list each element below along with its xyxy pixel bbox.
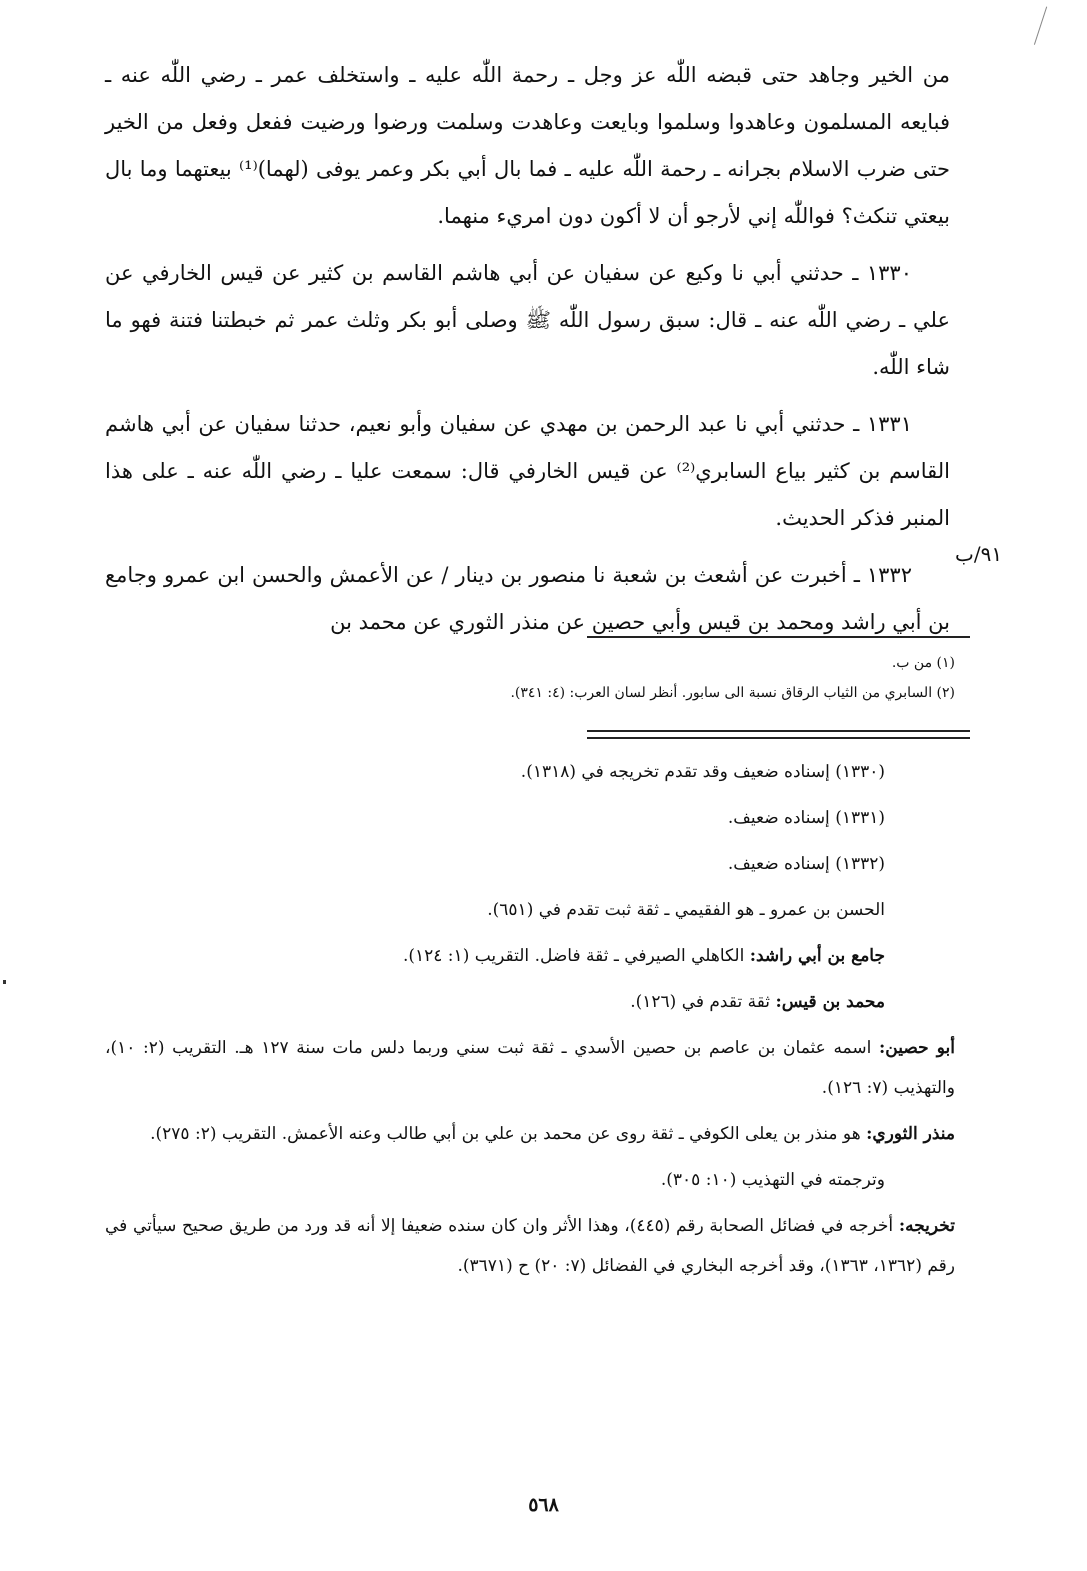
narrator-note: اسمه عثمان بن عاصم بن حصين الأسدي ـ ثقة ثبت سني وربما دلس مات سنة ١٢٧ هـ. التقريب (٢: ١٠)، والتهذيب (٧: ١٢٦). — [105, 1038, 955, 1098]
narrator-note: ثقة تقدم في (١٢٦). — [630, 992, 776, 1012]
takhrij-label: تخريجه: — [898, 1216, 955, 1236]
main-text — [105, 52, 950, 656]
narrator-note: هو منذر بن يعلى الكوفي ـ ثقة روى عن محمد بن علي بن أبي طالب وعنه الأعمش. التقريب (٢: ٢٧٥). — [150, 1124, 867, 1144]
narrator-name: جامع بن أبي راشد: — [749, 946, 885, 966]
commentary-1330: (١٣٣٠) إسناده ضعيف وقد تقدم تخريجه في (١٣١٨). — [520, 762, 885, 782]
paragraph-continuation: من الخير وجاهد حتى قبضه اللّٰه عز وجل ـ رحمة اللّٰه عليه ـ واستخلف عمر ـ رضي اللّٰه عنه ـ فبايعه المسلمون وعاهدوا وسلموا وبايعت وعاهدت وسلمت ورضوا ورضيت ففعل وفعل من الخير حتى ضرب الاسلام بجرانه ـ رحمة اللّٰه عليه ـ فما بال أبي بكر وعمر يوفى (لهما)⁽¹⁾ بيعتهما وما بال بيعتي تنكث؟ فواللّٰه إني لأرجو أن لا أكون دون امريء منهما. — [105, 63, 950, 228]
footnote-2: (٢) السابري من الثياب الرقاق نسبة الى سابور. أنظر لسان العرب: (٤: ٣٤١). — [510, 685, 955, 701]
narrator-hasan: الحسن بن عمرو ـ هو الفقيمي ـ ثقة ثبت تقدم في (٦٥١). — [487, 900, 885, 920]
biography-reference: وترجمته في التهذيب (١٠: ٣٠٥). — [660, 1170, 885, 1190]
hadith-1330: ١٣٣٠ ـ حدثني أبي نا وكيع عن سفيان عن أبي هاشم القاسم بن كثير عن قيس الخارفي عن علي ـ رضي اللّٰه عنه ـ قال: سبق رسول اللّٰه ﷺ وصلى أبو بكر وثلث عمر ثم خبطتنا فتنة فهو ما شاء اللّٰه. — [105, 261, 950, 379]
scan-speck — [3, 980, 6, 984]
footnote-1: (١) من ب. — [891, 655, 955, 671]
footnotes — [430, 648, 955, 708]
hadith-1331: ١٣٣١ ـ حدثني أبي نا عبد الرحمن بن مهدي عن سفيان وأبو نعيم، حدثنا سفيان عن أبي هاشم القاسم بن كثير بياع السابري⁽²⁾ عن قيس الخارفي قال: سمعت عليا ـ رضي اللّٰه عنه ـ على هذا المنبر فذكر الحديث. — [105, 412, 951, 530]
manuscript-folio-note: ٩١/ب — [955, 542, 1003, 566]
narrator-name: أبو حصين: — [879, 1038, 955, 1058]
takhrij-text: أخرجه في فضائل الصحابة رقم (٤٤٥)، وهذا الأثر وان كان سنده ضعيفا إلا أنه قد ورد من طريق صحيح سيأتي في رقم (١٣٦٢، ١٣٦٣)، وقد أخرجه البخاري في الفضائل (٧: ٢٠) ح (٣٦٧١). — [105, 1216, 955, 1276]
page-number: ٥٦٨ — [528, 1494, 559, 1516]
hadith-1332: ١٣٣٢ ـ أخبرت عن أشعث بن شعبة نا منصور بن دينار / عن الأعمش والحسن ابن عمرو وجامع بن أبي راشد ومحمد بن قيس وأبي حصين عن منذر الثوري عن محمد بن — [105, 563, 950, 634]
narrator-note: الكاهلي الصيرفي ـ ثقة فاضل. التقريب (١: ١٢٤). — [402, 946, 750, 966]
narrator-name: منذر الثوري: — [866, 1124, 955, 1144]
narrator-muhammad — [105, 982, 955, 1022]
narrator-name: محمد بن قيس: — [775, 992, 885, 1012]
takhrij — [105, 1206, 955, 1286]
narrator-jami — [105, 936, 955, 976]
narrator-abu-husain — [105, 1028, 955, 1108]
narrator-mundhir — [105, 1114, 955, 1154]
margin-scribble — [1034, 7, 1049, 46]
footnote-divider — [587, 636, 970, 638]
editor-commentary — [105, 752, 955, 1292]
commentary-1332: (١٣٣٢) إسناده ضعيف. — [727, 854, 885, 874]
commentary-divider — [587, 730, 970, 739]
commentary-1331: (١٣٣١) إسناده ضعيف. — [727, 808, 885, 828]
